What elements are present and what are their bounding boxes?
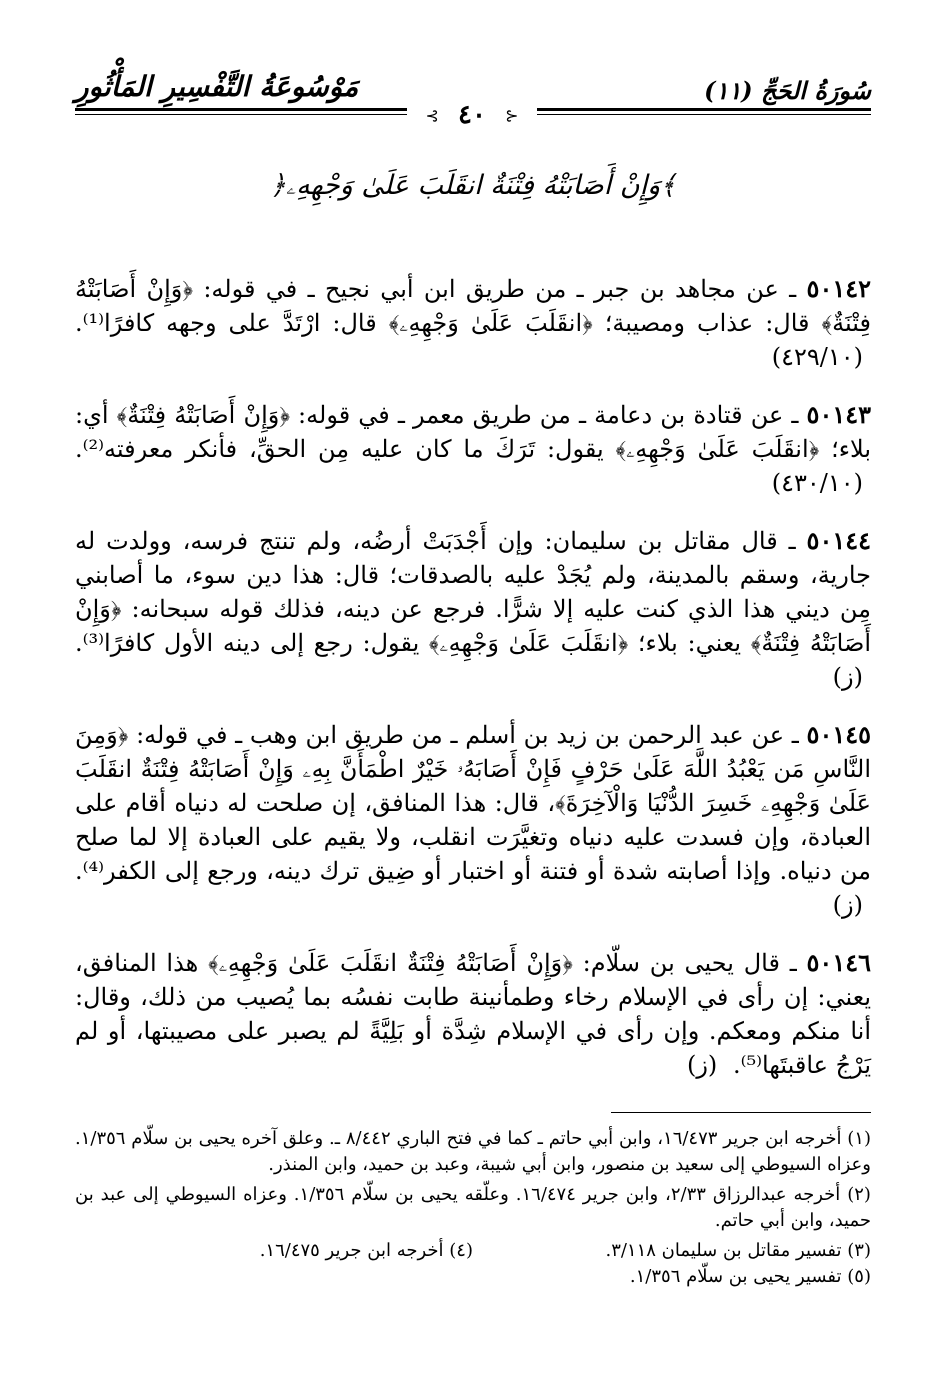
entry-reference: (٤٣٠/١٠)	[771, 469, 863, 497]
entry-text: ـ عن مجاهد بن جبر ـ من طريق ابن أبي نجيح ـ في قوله: ﴿وَإِنْ أَصَابَتْهُ فِتْنَةٌ﴾ قال: عذاب ومصيبة؛ ﴿انقَلَبَ عَلَىٰ وَجْهِهِۦ﴾ قال: ارْتَدَّ على وجهه كافرًا⁽¹⁾.	[75, 275, 871, 337]
footnotes	[75, 1126, 871, 1294]
entry-50146	[75, 946, 871, 1082]
entry-50144	[75, 524, 871, 694]
entry-number: ٥٠١٤٢	[806, 274, 871, 303]
entry-reference: (ز)	[686, 1051, 718, 1079]
entry-50142	[75, 272, 871, 374]
entry-text: ـ قال يحيى بن سلّام: ﴿وَإِنْ أَصَابَتْهُ فِتْنَةٌ انقَلَبَ عَلَىٰ وَجْهِهِۦ﴾ هذا المنافق، يعني: إن رأى في الإسلام رخاء وطمأنينة طابت نفسُه بما يُصيب من ذلك، وقال: أنا منكم ومعكم. وإن رأى في الإسلام شِدَّة أو بَلِيَّةً لم يصبر على مصيبتها، أو لم يَرْجُ عاقبتَها⁽⁵⁾.	[75, 949, 871, 1079]
ornament-left-icon: ⊰	[425, 105, 439, 125]
entry-number: ٥٠١٤٥	[806, 720, 871, 749]
entry-number: ٥٠١٤٣	[806, 400, 871, 429]
entry-reference: (٤٢٩/١٠)	[771, 343, 863, 371]
verse-heading: ﴿وَإِنْ أَصَابَتْهُ فِتْنَةٌ انقَلَبَ عَلَىٰ وَجْهِهِۦ﴾	[270, 170, 676, 201]
footnote-separator	[611, 1112, 871, 1113]
footnote-1: (١) أخرجه ابن جرير ١٦/٤٧٣، وابن أبي حاتم ـ كما في فتح الباري ٨/٤٤٢ ـ. وعلق آخره يحيى بن سلّام ١/٣٥٦. وعزاه السيوطي إلى سعيد بن منصور، وابن أبي شيبة، وعبد بن حميد، وابن المنذر.	[75, 1128, 871, 1175]
footnote-4: (٤) أخرجه ابن جرير ١٦/٤٧٥.	[259, 1240, 473, 1261]
entry-text: ـ عن قتادة بن دعامة ـ من طريق معمر ـ في قوله: ﴿وَإِنْ أَصَابَتْهُ فِتْنَةٌ﴾ أي: بلاء؛ ﴿انقَلَبَ عَلَىٰ وَجْهِهِۦ﴾ يقول: تَرَكَ ما كان عليه مِن الحقِّ، فأنكر معرفته⁽²⁾.	[75, 401, 871, 463]
footnote-3: (٣) تفسير مقاتل بن سليمان ٣/١١٨.	[605, 1240, 871, 1261]
entry-50145	[75, 718, 871, 922]
book-title: مَوْسُوعَةُ التَّفْسِيرِ المَأْثُورِ	[75, 70, 359, 103]
surah-title: سُورَةُ الحَجِّ (١١)	[704, 76, 871, 105]
entry-text: ـ عن عبد الرحمن بن زيد بن أسلم ـ من طريق ابن وهب ـ في قوله: ﴿وَمِنَ النَّاسِ مَن يَعْبُدُ اللَّهَ عَلَىٰ حَرْفٍ فَإِنْ أَصَابَهُۥ خَيْرٌ اطْمَأَنَّ بِهِۦ وَإِنْ أَصَابَتْهُ فِتْنَةٌ انقَلَبَ عَلَىٰ وَجْهِهِۦ خَسِرَ الدُّنْيَا وَالْآخِرَةَ﴾، قال: هذا المنافق، إن صلحت له دنياه أقام على العبادة، وإن فسدت عليه دنياه وتغيَّرَت انقلب، ولا يقيم على العبادة إلا لما صلح من دنياه. وإذا أصابته شدة أو فتنة أو اختبار أو ضِيق ترك دينه، ورجع إلى الكفر⁽⁴⁾.	[75, 721, 871, 885]
footnote-2: (٢) أخرجه عبدالرزاق ٢/٣٣، وابن جرير ١٦/٤٧٤. وعلّقه يحيى بن سلّام ١/٣٥٦. وعزاه السيوطي إلى عبد بن حميد، وابن أبي حاتم.	[75, 1184, 871, 1231]
entries-list	[75, 248, 871, 1098]
page-number-box	[407, 100, 537, 130]
entry-reference: (ز)	[832, 891, 863, 919]
entry-text: ـ قال مقاتل بن سليمان: وإن أَجْدَبَتْ أرضُه، ولم تنتج فرسه، وولدت له جارية، وسقم بالمدينة، ولم يُجَدْ عليه بالصدقات؛ قال: هذا دين سوء، ما أصابني مِن ديني هذا الذي كنت عليه إلا شرًّا. فرجع عن دينه، فذلك قوله سبحانه: ﴿وَإِنْ أَصَابَتْهُ فِتْنَةٌ﴾ يعني: بلاء؛ ﴿انقَلَبَ عَلَىٰ وَجْهِهِۦ﴾ يقول: رجع إلى دينه الأول كافرًا⁽³⁾.	[75, 527, 871, 657]
entry-number: ٥٠١٤٦	[806, 948, 871, 977]
page-number: ٤٠	[458, 100, 486, 130]
entry-50143	[75, 398, 871, 500]
ornament-right-icon: ⊱	[505, 105, 519, 125]
footnote-row	[75, 1238, 871, 1264]
entry-number: ٥٠١٤٤	[806, 526, 871, 555]
footnote-5: (٥) تفسير يحيى بن سلّام ١/٣٥٦.	[629, 1266, 871, 1287]
entry-reference: (ز)	[832, 663, 863, 691]
page-header	[75, 62, 871, 130]
